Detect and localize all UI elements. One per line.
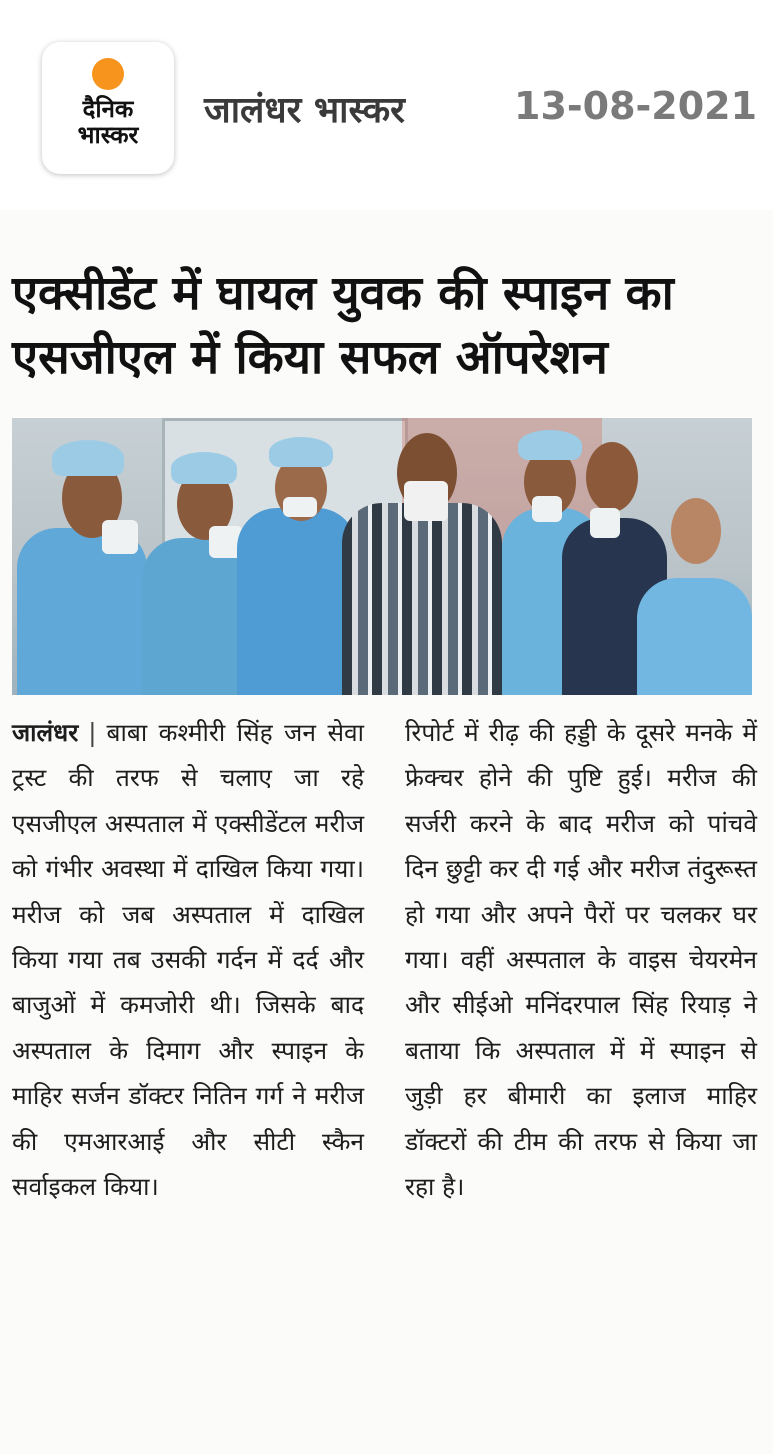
header [0,0,773,200]
edition-name: जालंधर भास्कर [204,90,405,131]
person-patient [342,423,502,695]
article-body [12,710,762,1410]
newspaper-clipping [0,210,773,1454]
article-dateline: जालंधर [12,718,79,747]
article-headline: एक्सीडेंट में घायल युवक की स्पाइन का एसजीएल में किया सफल ऑपरेशन [12,266,674,385]
person-doctor-3 [237,433,357,695]
dainik-bhaskar-logo [42,42,174,174]
sun-icon [92,58,124,90]
logo-line-1: दैनिक [82,95,134,123]
logo-line-2: भास्कर [77,121,139,149]
person-doctor-6 [637,488,752,695]
column-left-text: बाबा कश्मीरी सिंह जन सेवा ट्रस्ट की तरफ से चलाए जा रहे एसजीएल अस्पताल में एक्सीडेंटल मरीज को गंभीर अवस्था में दाखिल किया गया। मरीज को जब अस्पताल में दाखिल किया गया तब उसकी गर्दन में दर्द और बाजुओं में कमजोरी थी। जिसके बाद अस्पताल के दिमाग और स्पाइन के माहिर सर्जन डॉक्टर नितिन गर्ग ने मरीज की एमआरआई और सीटी स्कैन सर्वाइकल किया। [12,718,364,1202]
person-doctor-1 [12,428,152,695]
dateline-separator: | [88,718,97,747]
article-column-left [12,710,364,1209]
article-photo [12,418,752,695]
article-column-right [405,710,757,1209]
publication-date: 13-08-2021 [514,84,758,128]
column-right-text: रिपोर्ट में रीढ़ की हड्डी के दूसरे मनके में फ्रेक्चर होने की पुष्टि हुई। मरीज की सर्जरी करने के बाद मरीज को पांचवे दिन छुट्टी कर दी गई और मरीज तंदुरूस्त हो गया और अपने पैरों पर चलकर घर गया। वहीं अस्पताल के वाइस चेयरमेन और सीईओ मनिंदरपाल सिंह रियाड़ ने बताया कि अस्पताल में में स्पाइन से जुड़ी हर बीमारी का इलाज माहिर डॉक्टरों की टीम की तरफ से किया जा रहा है। [405,718,757,1202]
